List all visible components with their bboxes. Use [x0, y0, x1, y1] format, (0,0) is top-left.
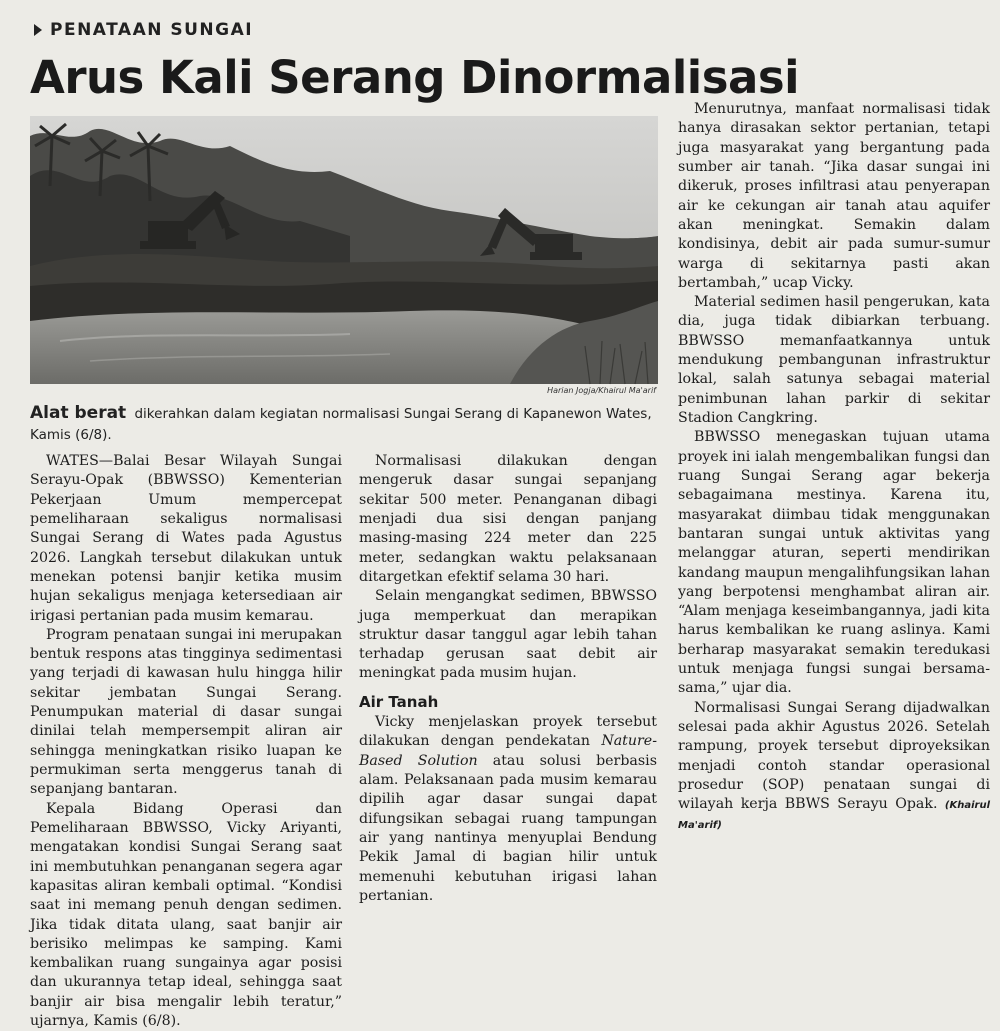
paragraph-8: Material sedimen hasil pengerukan, kata dia, juga tidak dibiarkan terbuang. BBWSSO memanfaatkannya untuk mendukung pembangunan infrastruktur lokal, salah satunya sebagai material penimbunan lahan parkir di sekitar Stadion Cangkring. [678, 294, 990, 426]
subheading: Air Tanah [359, 692, 439, 711]
paragraph-1: WATES—Balai Besar Wilayah Sungai Serayu-Opak (BBWSSO) Kementerian Pekerjaan Umum mempercepat pemeliharaan sekaligus normalisasi Sungai Serang di Wates pada Agustus 2026. Langkah tersebut dilakukan untuk menekan potensi banjir ketika musim hujan sekaligus menjaga ketersediaan air irigasi pertanian pada musim kemarau. [30, 453, 342, 624]
paragraph-5: Selain mengangkat sedimen, BBWSSO juga memperkuat dan merapikan struktur dasar tanggul agar lebih tahan terhadap gerusan saat debit air meningkat pada musim hujan. [359, 588, 657, 682]
headline: Arus Kali Serang Dinormalisasi [30, 51, 800, 104]
paragraph-3: Kepala Bidang Operasi dan Pemeliharaan BBWSSO, Vicky Ariyanti, mengatakan kondisi Sungai Serang saat ini membutuhkan penanganan segera agar kapasitas aliran kembali optimal. “Kondisi saat ini memang penuh dengan sedimen. Jika tidak ditata ulang, saat banjir air berisiko melimpas ke samping. Kami kembalikan ruang sungainya agar posisi dan ukurannya tetap ideal, sehingga saat banjir air bisa mengalir lebih teratur,” ujarnya, Kamis (6/8). [30, 800, 342, 1030]
paragraph-9: BBWSSO menegaskan tujuan utama proyek ini ialah mengembalikan fungsi dan ruang Sungai Serang agar bekerja sebagaimana mestinya. Karena itu, masyarakat diimbau tidak menggunakan bantaran sungai untuk aktivitas yang melanggar aturan, seperti mendirikan kandang maupun mengalihfungsikan lahan yang berpotensi menghambat aliran air. “Alam menjaga keseimbangannya, jadi kita harus kembalikan ke ruang aslinya. Kami berharap masyarakat semakin teredukasi untuk menjaga fungsi sungai bersama-sama,” ujar dia. [678, 429, 990, 697]
news-photo [30, 116, 658, 384]
excavator-river-photo [30, 116, 658, 384]
photo-caption [30, 402, 658, 445]
caption-text: dikerahkan dalam kegiatan normalisasi Sungai Serang di Kapanewon Wates, Kamis (6/8). [30, 406, 652, 443]
author-byline: (Khairul Ma'arif) [678, 800, 991, 831]
paragraph-4: Normalisasi dilakukan dengan mengeruk dasar sungai sepanjang sekitar 500 meter. Penanganan dibagi menjadi dua sisi dengan panjang masing-masing 224 meter dan 225 meter, sedangkan waktu pelaksanaan ditargetkan efektif selama 30 hari. [359, 453, 657, 585]
article-column-2 [359, 452, 657, 906]
section-kicker [34, 20, 253, 40]
paragraph-6-italic: Nature-Based Solution [359, 733, 657, 769]
article-column-3 [678, 100, 990, 834]
paragraph-10 [678, 699, 990, 834]
paragraph-2: Program penataan sungai ini merupakan bentuk respons atas tingginya sedimentasi yang terjadi di kawasan hulu hingga hilir sekitar jembatan Sungai Serang. Penumpukan material di dasar sungai dinilai telah mempersempit aliran air sehingga meningkatkan risiko luapan ke permukiman serta menggerus tanah di sepanjang bantaran. [30, 626, 342, 798]
paragraph-6 [359, 713, 657, 906]
paragraph-7: Menurutnya, manfaat normalisasi tidak hanya dirasakan sektor pertanian, tetapi juga masyarakat yang bergantung pada sumber air tanah. “Jika dasar sungai ini dikeruk, proses infiltrasi atau penyerapan air ke cekungan air tanah atau aquifer akan meningkat. Semakin dalam kondisinya, debit air pada sumur-sumur warga di sekitarnya pasti akan bertambah,” ucap Vicky. [678, 101, 990, 291]
paragraph-6-end: atau solusi berbasis alam. Pelaksanaan pada musim kemarau dipilih agar dasar sungai dapat difungsikan sebagai ruang tampungan air yang nantinya menyuplai Bendung Pekik Jamal di bagian hilir untuk memenuhi kebutuhan irigasi lahan pertanian. [359, 752, 657, 904]
triangle-right-icon [34, 24, 42, 36]
caption-head: Alat berat [30, 403, 127, 423]
photo-credit: Harian Jogja/Khairul Ma'arif [547, 386, 656, 395]
kicker-label: PENATAAN SUNGAI [50, 20, 254, 40]
article-column-1 [30, 452, 342, 1031]
paragraph-10-text: Normalisasi Sungai Serang dijadwalkan selesai pada akhir Agustus 2026. Setelah rampung, proyek tersebut diproyeksikan menjadi contoh standar operasional prosedur (SOP) penataan sungai di wilayah kerja BBWS Serayu Opak. [678, 699, 990, 813]
paragraph-6-start: Vicky menjelaskan proyek tersebut dilakukan dengan pendekatan [359, 714, 657, 750]
